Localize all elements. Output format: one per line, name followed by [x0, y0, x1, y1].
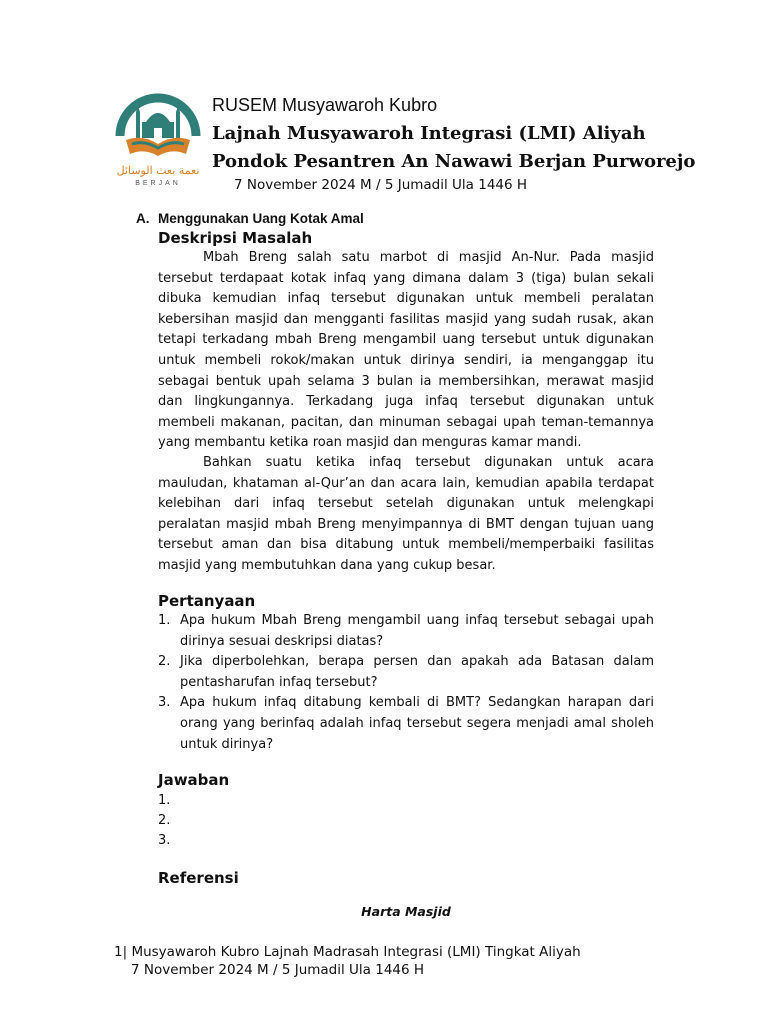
header-title: RUSEM Musyawaroh Kubro — [212, 95, 438, 115]
mosque-book-emblem — [112, 92, 204, 192]
question-text: Apa hukum Mbah Breng mengambil uang infaq tersebut sebagai upah dirinya sesuai deskripsi diatas? — [180, 613, 654, 649]
answer-item: 2. — [158, 813, 171, 828]
section-heading — [136, 211, 364, 226]
question-text: Jika diperbolehkan, berapa persen dan apakah ada Batasan dalam pentasharufan infaq tersebut? — [180, 654, 654, 690]
question-text: Apa hukum infaq ditabung kembali di BMT? Sedangkan harapan dari orang yang berinfaq adalah infaq tersebut segera menjadi amal sholeh untuk dirinya? — [180, 695, 654, 752]
footer-date: 7 November 2024 M / 5 Jumadil Ula 1446 H — [131, 962, 425, 978]
referensi-heading: Referensi — [158, 869, 239, 887]
header-committee: Lajnah Musyawaroh Integrasi (LMI) Aliyah — [212, 123, 646, 144]
footer-line-1: 1| Musyawaroh Kubro Lajnah Madrasah Integrasi (LMI) Tingkat Aliyah — [114, 944, 581, 960]
question-number: 3. — [158, 695, 171, 711]
question-item — [158, 611, 654, 652]
answer-item: 3. — [158, 833, 171, 848]
logo-latin-caption: BERJAN — [135, 180, 181, 187]
logo-arabic-caption: نعمة بعث الوسائل — [116, 164, 200, 177]
deskripsi-paragraph-1-text: Mbah Breng salah satu marbot di masjid An-Nur. Pada masjid tersebut terdapaat kotak infaq yang dimana dalam 3 (tiga) bulan sekali dibuka kemudian infaq tersebut digunakan untuk membeli peralatan kebersihan masjid dan mengganti fasilitas masjid yang sudah rusak, akan tetapi terkadang mbah Breng mengambil uang tersebut untuk digunakan untuk membeli rokok/makan untuk dirinya sendiri, ia menganggap itu sebagai bentuk upah selama 3 bulan ia membersihkan, merawat masjid dan lingkungannya. Terkadang juga infaq tersebut digunakan untuk membeli makanan, pacitan, dan minuman sebagai upah teman-temannya yang membantu ketika roan masjid dan menguras kamar mandi. — [158, 250, 654, 451]
answer-item: 1. — [158, 793, 171, 808]
deskripsi-paragraph-2 — [158, 453, 654, 577]
page-number: 1 — [114, 944, 123, 960]
header-institution: Pondok Pesantren An Nawawi Berjan Purworejo — [212, 151, 696, 172]
section-number: A. — [136, 211, 150, 226]
footer-title: Musyawaroh Kubro Lajnah Madrasah Integrasi (LMI) Tingkat Aliyah — [131, 944, 581, 960]
deskripsi-paragraph-2-text: Bahkan suatu ketika infaq tersebut digunakan untuk acara mauludan, khataman al-Qur’an dan acara lain, kemudian apabila terdapat kelebihan dari infaq tersebut setelah digunakan untuk melengkapi peralatan masjid mbah Breng menyimpannya di BMT dengan tujuan uang tersebut aman dan bisa ditabung untuk membeli/memperbaiki fasilitas masjid yang membutuhkan dana yang cukup besar. — [158, 455, 654, 573]
deskripsi-heading: Deskripsi Masalah — [158, 229, 313, 247]
question-number: 1. — [158, 613, 171, 628]
institution-logo — [112, 92, 204, 192]
jawaban-list — [158, 791, 170, 851]
header-date: 7 November 2024 M / 5 Jumadil Ula 1446 H — [234, 177, 528, 193]
question-item — [158, 652, 654, 693]
referensi-subtitle: Harta Masjid — [361, 904, 451, 919]
question-number: 2. — [158, 654, 171, 670]
page-footer — [114, 943, 581, 979]
jawaban-heading: Jawaban — [158, 771, 230, 789]
section-title: Menggunakan Uang Kotak Amal — [158, 211, 364, 226]
deskripsi-paragraph-1 — [158, 248, 654, 454]
question-item — [158, 693, 654, 755]
pertanyaan-heading: Pertanyaan — [158, 592, 256, 610]
pertanyaan-list — [158, 611, 654, 755]
